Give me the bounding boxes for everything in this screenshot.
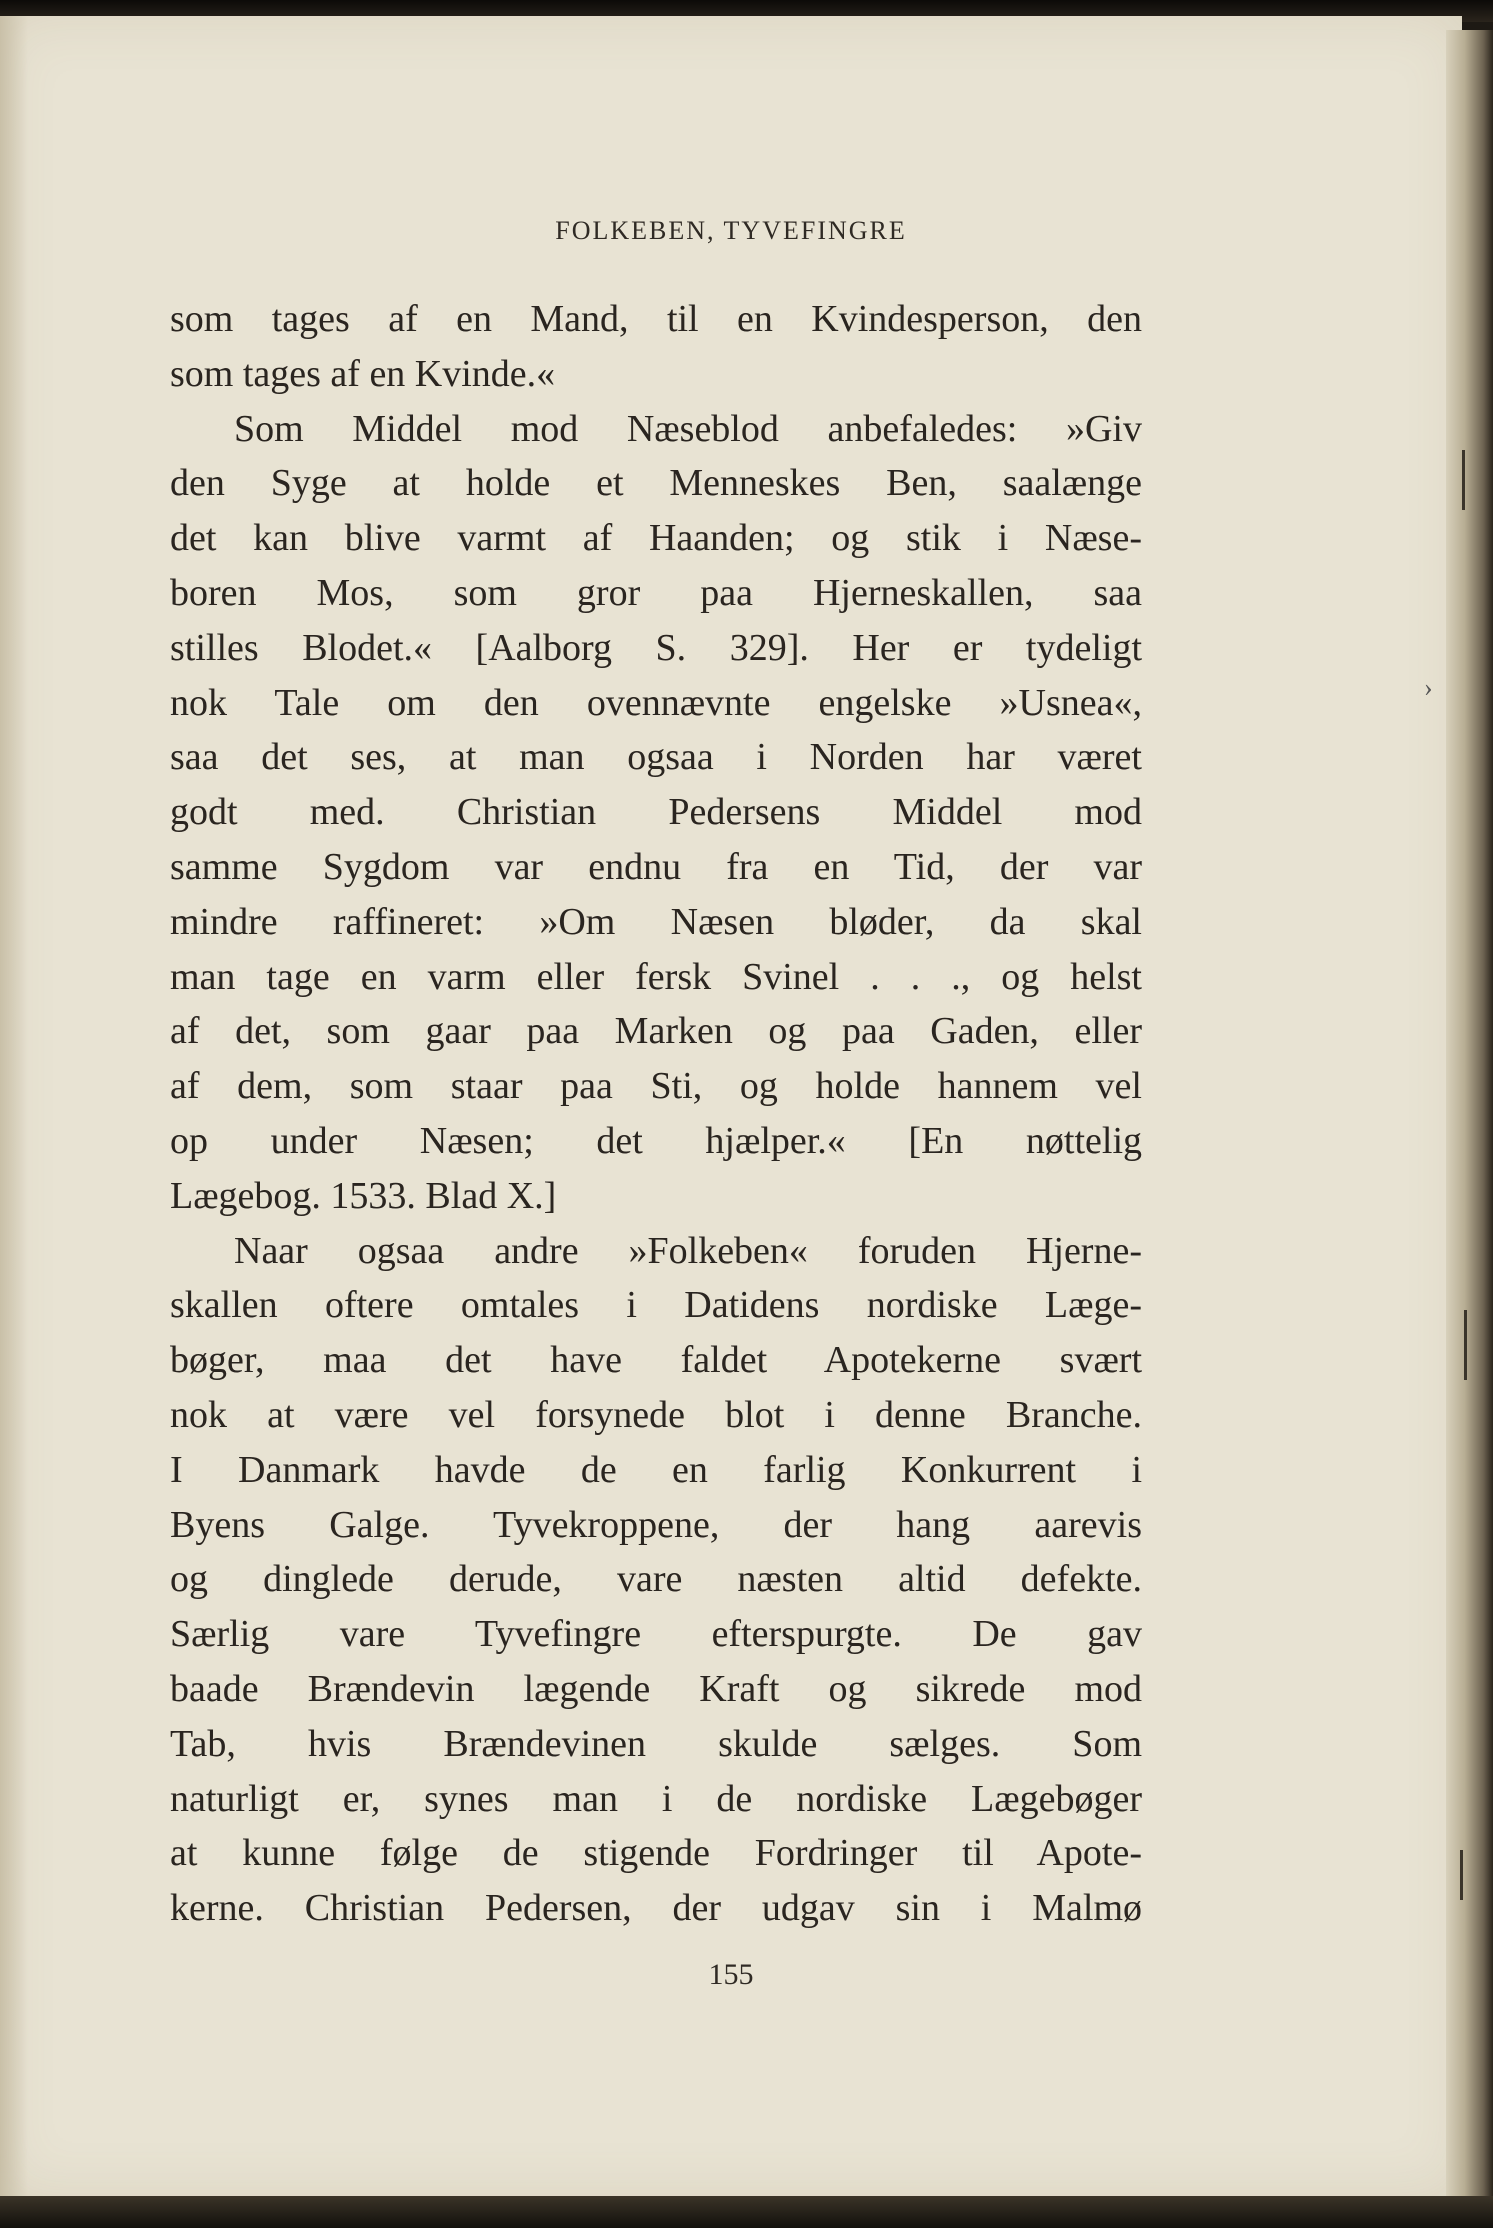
text-line: som tages af en Mand, til en Kvindesperson, den bbox=[170, 298, 1142, 340]
text-line: I Danmark havde de en farlig Konkurrent i bbox=[170, 1448, 1142, 1491]
text-line: mindre raffineret: »Om Næsen bløder, da skal bbox=[170, 900, 1142, 943]
body-text bbox=[170, 292, 1142, 1936]
text-line: bøger, maa det have faldet Apotekerne svært bbox=[170, 1339, 1142, 1382]
text-line: af dem, som staar paa Sti, og holde hannem vel bbox=[170, 1065, 1142, 1108]
text-line: Lægebog. 1533. Blad X.] bbox=[170, 1174, 557, 1217]
text-line: boren Mos, som gror paa Hjerneskallen, saa bbox=[170, 571, 1142, 614]
text-line: godt med. Christian Pedersens Middel mod bbox=[170, 791, 1142, 834]
book-bottom-edge bbox=[0, 2196, 1493, 2228]
text-line: stilles Blodet.« [Aalborg S. 329]. Her er tydeligt bbox=[170, 626, 1142, 669]
text-line: man tage en varm eller fersk Svinel . . ., og helst bbox=[170, 955, 1142, 998]
text-line: saa det ses, at man ogsaa i Norden har været bbox=[170, 736, 1142, 779]
text-line: Som Middel mod Næseblod anbefaledes: »Giv bbox=[234, 407, 1142, 450]
running-head: FOLKEBEN, TYVEFINGRE bbox=[555, 216, 907, 245]
page-edge-mark bbox=[1464, 1310, 1467, 1380]
book-page bbox=[0, 16, 1462, 2196]
text-line: Særlig vare Tyvefingre efterspurgte. De gav bbox=[170, 1613, 1142, 1656]
page-edge-mark bbox=[1462, 450, 1465, 510]
margin-mark: › bbox=[1424, 673, 1433, 702]
text-line: Tab, hvis Brændevinen skulde sælges. Som bbox=[170, 1722, 1142, 1765]
text-line: af det, som gaar paa Marken og paa Gaden, eller bbox=[170, 1010, 1142, 1053]
text-line: naturligt er, synes man i de nordiske Lægebøger bbox=[170, 1777, 1142, 1820]
text-line: Byens Galge. Tyvekroppene, der hang aarevis bbox=[170, 1503, 1142, 1546]
text-line: nok Tale om den ovennævnte engelske »Usnea«, bbox=[170, 681, 1142, 724]
text-line: samme Sygdom var endnu fra en Tid, der var bbox=[170, 845, 1142, 888]
text-line: det kan blive varmt af Haanden; og stik i Næse- bbox=[170, 517, 1142, 560]
text-line: den Syge at holde et Menneskes Ben, saalænge bbox=[170, 462, 1142, 505]
text-line: at kunne følge de stigende Fordringer til Apote- bbox=[170, 1832, 1142, 1875]
text-line: kerne. Christian Pedersen, der udgav sin i Malmø bbox=[170, 1887, 1142, 1930]
text-line: op under Næsen; det hjælper.« [En nøttelig bbox=[170, 1119, 1142, 1162]
text-line: Naar ogsaa andre »Folkeben« foruden Hjerne- bbox=[234, 1229, 1142, 1272]
book-page-stack-edge bbox=[1446, 30, 1493, 2200]
text-line: baade Brændevin lægende Kraft og sikrede mod bbox=[170, 1667, 1142, 1710]
text-line: og dinglede derude, vare næsten altid defekte. bbox=[170, 1558, 1142, 1601]
text-line: som tages af en Kvinde.« bbox=[170, 352, 556, 395]
text-line: nok at være vel forsynede blot i denne Branche. bbox=[170, 1393, 1142, 1436]
text-line: skallen oftere omtales i Datidens nordiske Læge- bbox=[170, 1284, 1142, 1327]
page-number: 155 bbox=[708, 1958, 754, 1991]
page-edge-mark bbox=[1460, 1850, 1463, 1900]
